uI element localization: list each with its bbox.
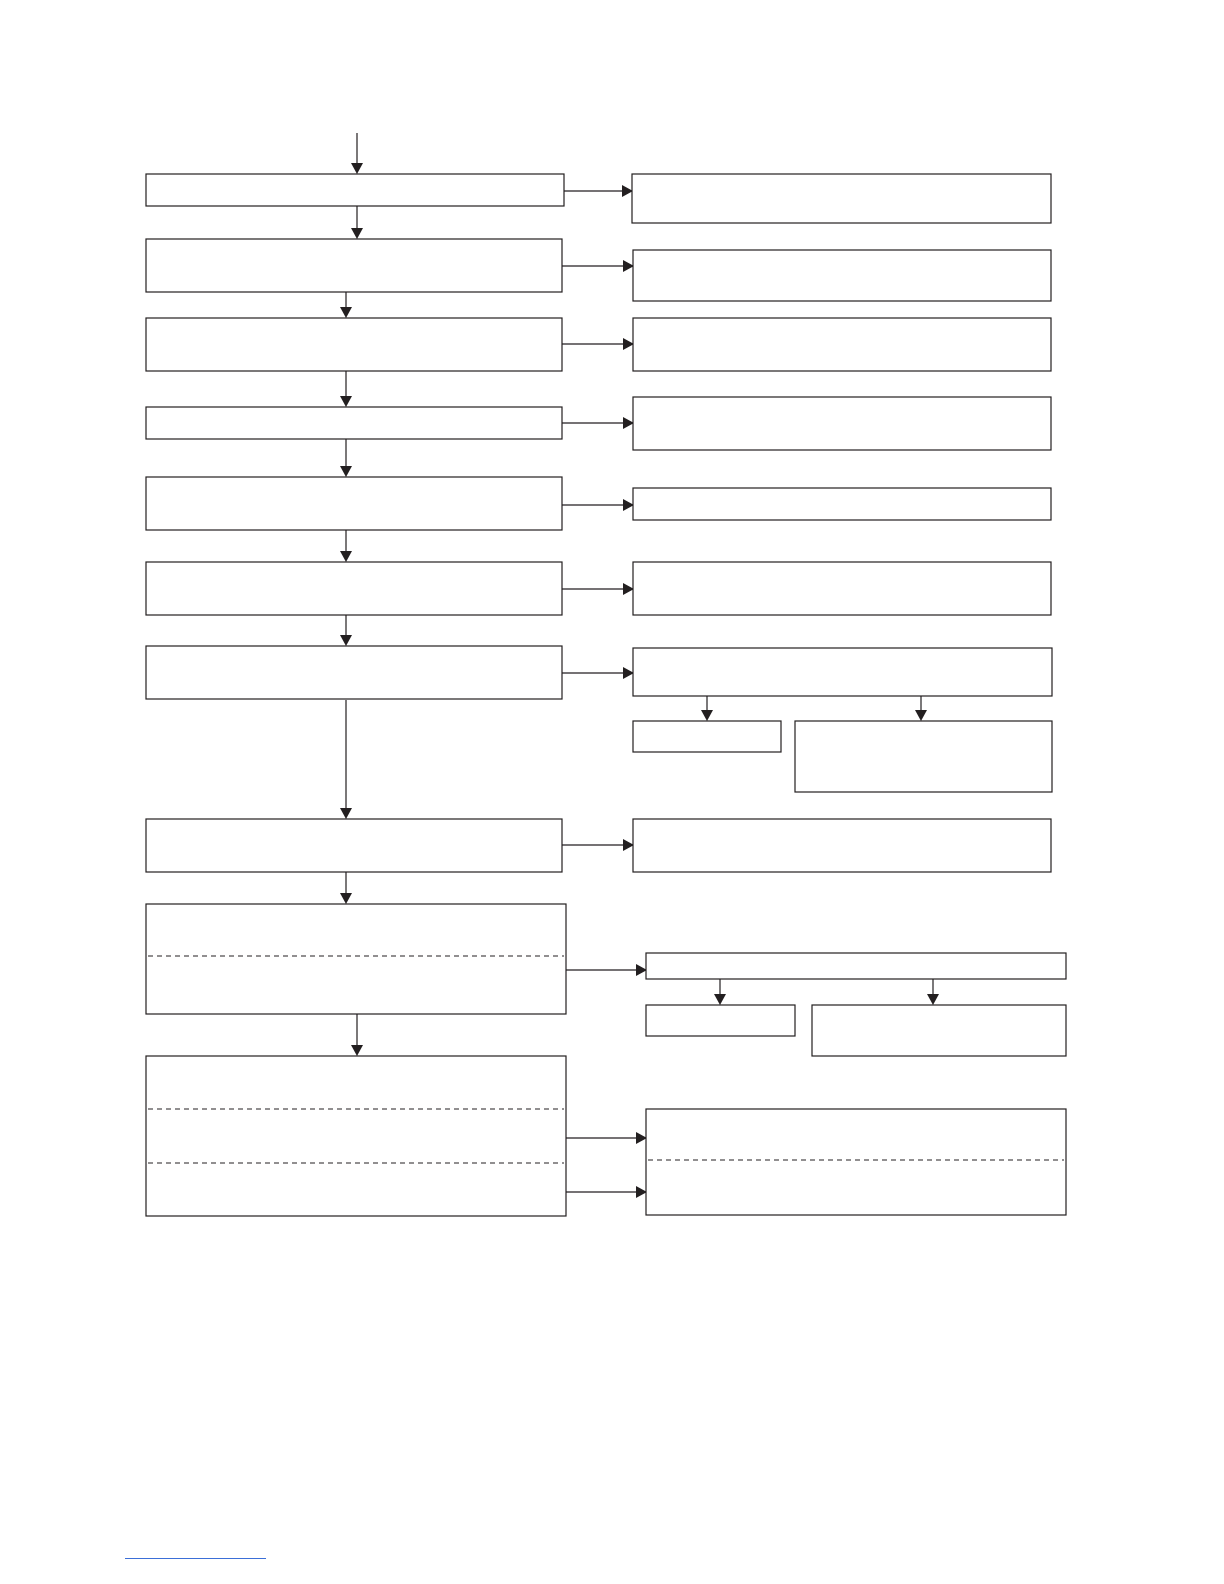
arrow-result-7-to-option-b xyxy=(915,696,927,721)
step-4-box xyxy=(146,407,562,439)
arrow-step-6-to-result-6 xyxy=(562,583,634,595)
result-8-box xyxy=(633,819,1051,872)
arrow-step-7-to-result-7 xyxy=(562,667,634,679)
step-9-box xyxy=(146,904,566,1014)
result-9-option-a-box xyxy=(646,1005,795,1036)
arrow-result-9-to-option-a xyxy=(714,979,726,1005)
arrow-step-4-to-result-4 xyxy=(562,417,634,429)
arrow-step-8-to-step-9 xyxy=(340,872,352,904)
step-7-box xyxy=(146,646,562,699)
arrow-step-2-to-result-2 xyxy=(562,260,634,272)
arrow-step-2-to-step-3 xyxy=(340,292,352,318)
result-7-option-a-box xyxy=(633,721,781,752)
result-1-box xyxy=(632,174,1051,223)
result-10-box xyxy=(646,1109,1066,1215)
arrow-step-3-to-result-3 xyxy=(562,338,634,350)
step-5-box xyxy=(146,477,562,530)
arrow-step-1-to-step-2 xyxy=(351,206,363,239)
result-7-box xyxy=(633,648,1052,696)
arrow-step-6-to-step-7 xyxy=(340,615,352,646)
arrow-step-10-to-result-10-lower xyxy=(566,1186,647,1198)
result-3-box xyxy=(633,318,1051,371)
result-9-option-b-box xyxy=(812,1005,1066,1056)
arrow-step-5-to-result-5 xyxy=(562,499,634,511)
step-3-box xyxy=(146,318,562,371)
arrow-step-9-to-step-10 xyxy=(351,1014,363,1056)
arrow-step-3-to-step-4 xyxy=(340,371,352,407)
arrow-result-9-to-option-b xyxy=(927,979,939,1005)
footer-rule xyxy=(125,1558,266,1559)
step-10-box xyxy=(146,1056,566,1216)
arrow-step-7-to-step-8 xyxy=(340,700,352,819)
arrow-step-10-to-result-10-upper xyxy=(566,1132,647,1144)
arrow-step-1-to-result-1 xyxy=(564,185,633,197)
arrow-step-8-to-result-8 xyxy=(562,839,634,851)
result-6-box xyxy=(633,562,1051,615)
result-2-box xyxy=(633,250,1051,301)
step-2-box xyxy=(146,239,562,292)
arrow-step-9-to-result-9 xyxy=(566,964,647,976)
result-7-option-b-box xyxy=(795,721,1052,792)
result-9-box xyxy=(646,953,1066,979)
arrow-result-7-to-option-a xyxy=(701,696,713,721)
arrow-step-4-to-step-5 xyxy=(340,439,352,477)
result-5-box xyxy=(633,488,1051,520)
entry-arrow xyxy=(351,133,363,174)
step-6-box xyxy=(146,562,562,615)
arrow-step-5-to-step-6 xyxy=(340,530,352,562)
result-4-box xyxy=(633,397,1051,450)
step-8-box xyxy=(146,819,562,872)
step-1-box xyxy=(146,174,564,206)
